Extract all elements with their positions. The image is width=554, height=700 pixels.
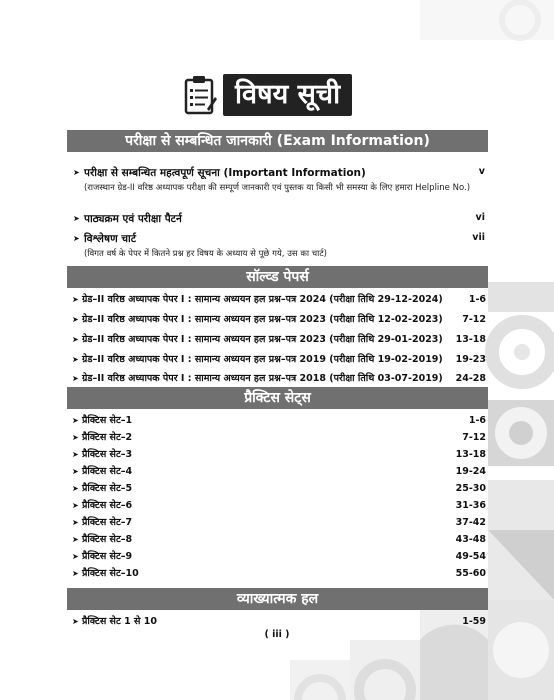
page-footer-number: ( iii ) bbox=[264, 629, 290, 640]
page-number: vi bbox=[475, 212, 485, 223]
arrow-right-icon: ➤ bbox=[72, 535, 79, 544]
arrow-right-icon: ➤ bbox=[72, 355, 79, 364]
toc-row[interactable]: ➤ ग्रेड–II वरिष्ठ अध्यापक पेपर I : सामान्य अध्ययन हल प्रश्न–पत्र 2019 (परीक्षा तिथि 19-02-2019) 19-23 bbox=[72, 354, 486, 365]
toc-row[interactable]: ➤ ग्रेड–II वरिष्ठ अध्यापक पेपर I : सामान्य अध्ययन हल प्रश्न–पत्र 2018 (परीक्षा तिथि 03-07-2019) 24-28 bbox=[72, 373, 486, 384]
toc-row[interactable]: ➤ प्रैक्टिस सेट–4 19-24 bbox=[72, 466, 486, 477]
arrow-right-icon: ➤ bbox=[72, 569, 79, 578]
page-number: 7-12 bbox=[462, 432, 486, 443]
page-number: v bbox=[478, 166, 485, 177]
arrow-right-icon: ➤ bbox=[72, 617, 79, 626]
page-number: 37-42 bbox=[455, 517, 486, 528]
toc-row[interactable]: ➤ प्रैक्टिस सेट–5 25-30 bbox=[72, 483, 486, 494]
arrow-right-icon: ➤ bbox=[72, 518, 79, 527]
section-heading-solved-papers: सॉल्व्ड पेपर्स bbox=[67, 266, 488, 288]
page-title-block bbox=[183, 72, 352, 118]
arrow-right-icon: ➤ bbox=[72, 552, 79, 561]
section-heading-exam-info: परीक्षा से सम्बन्धित जानकारी (Exam Information) bbox=[67, 130, 488, 152]
page-number: 55-60 bbox=[455, 568, 486, 579]
arrow-right-icon: ➤ bbox=[72, 315, 79, 324]
section-heading-solutions: व्याख्यात्मक हल bbox=[67, 588, 488, 610]
toc-row[interactable]: ➤ ग्रेड–II वरिष्ठ अध्यापक पेपर I : सामान्य अध्ययन हल प्रश्न–पत्र 2023 (परीक्षा तिथि 29-01-2023) 13-18 bbox=[72, 334, 486, 345]
page-number: 1-59 bbox=[462, 616, 486, 627]
arrow-right-icon: ➤ bbox=[73, 168, 80, 177]
section-heading-practice-sets: प्रैक्टिस सेट्स bbox=[67, 387, 488, 409]
toc-row[interactable]: ➤ प्रैक्टिस सेट–9 49-54 bbox=[72, 551, 486, 562]
toc-row[interactable]: ➤ ग्रेड–II वरिष्ठ अध्यापक पेपर I : सामान्य अध्ययन हल प्रश्न–पत्र 2023 (परीक्षा तिथि 12-02-2023) 7-12 bbox=[72, 314, 486, 325]
arrow-right-icon: ➤ bbox=[72, 335, 79, 344]
page-number: 1-6 bbox=[468, 415, 486, 426]
page-number: 31-36 bbox=[455, 500, 486, 511]
arrow-right-icon: ➤ bbox=[73, 234, 80, 243]
toc-entry[interactable]: ➤ विश्लेषण चार्ट (विगत वर्ष के पेपर में कितने प्रश्न हर विषय के अध्याय से पूछे गये, उस का चार्ट) vii bbox=[73, 232, 485, 259]
arrow-right-icon: ➤ bbox=[72, 450, 79, 459]
toc-row[interactable]: ➤ प्रैक्टिस सेट–8 43-48 bbox=[72, 534, 486, 545]
arrow-right-icon: ➤ bbox=[72, 433, 79, 442]
arrow-right-icon: ➤ bbox=[72, 416, 79, 425]
toc-row[interactable]: ➤ प्रैक्टिस सेट–3 13-18 bbox=[72, 449, 486, 460]
arrow-right-icon: ➤ bbox=[72, 467, 79, 476]
toc-row[interactable]: ➤ प्रैक्टिस सेट–1 1-6 bbox=[72, 415, 486, 426]
page-number: 19-24 bbox=[455, 466, 486, 477]
toc-row[interactable]: ➤ प्रैक्टिस सेट–10 55-60 bbox=[72, 568, 486, 579]
toc-entry[interactable]: ➤ परीक्षा से सम्बन्धित महत्वपूर्ण सूचना (Important Information) (राजस्थान ग्रेड-II वरिष्ठ अध्यापक परीक्षा की सम्पूर्ण जानकारी एवं पुस्तक या किसी भी समस्या के लिए हमारा Helpline No.) v bbox=[73, 166, 485, 193]
page-number: 49-54 bbox=[455, 551, 486, 562]
arrow-right-icon: ➤ bbox=[73, 214, 80, 223]
page-title: विषय सूची bbox=[223, 74, 352, 116]
toc-row[interactable]: ➤ प्रैक्टिस सेट 1 से 10 1-59 bbox=[72, 616, 486, 627]
page-number: 13-18 bbox=[455, 334, 486, 345]
toc-row[interactable]: ➤ ग्रेड–II वरिष्ठ अध्यापक पेपर I : सामान्य अध्ययन हल प्रश्न–पत्र 2024 (परीक्षा तिथि 29-12-2024) 1-6 bbox=[72, 294, 486, 305]
toc-entry[interactable]: ➤ पाठ्यक्रम एवं परीक्षा पैटर्न vi bbox=[73, 212, 485, 225]
clipboard-list-icon bbox=[183, 75, 217, 115]
page-number: 25-30 bbox=[455, 483, 486, 494]
arrow-right-icon: ➤ bbox=[72, 484, 79, 493]
toc-row[interactable]: ➤ प्रैक्टिस सेट–6 31-36 bbox=[72, 500, 486, 511]
arrow-right-icon: ➤ bbox=[72, 501, 79, 510]
page-number: 13-18 bbox=[455, 449, 486, 460]
page-number: 7-12 bbox=[462, 314, 486, 325]
page-number: vii bbox=[472, 232, 485, 243]
arrow-right-icon: ➤ bbox=[72, 374, 79, 383]
page-number: 43-48 bbox=[455, 534, 486, 545]
page-number: 19-23 bbox=[455, 354, 486, 365]
toc-row[interactable]: ➤ प्रैक्टिस सेट–2 7-12 bbox=[72, 432, 486, 443]
page-number: 24-28 bbox=[455, 373, 486, 384]
arrow-right-icon: ➤ bbox=[72, 295, 79, 304]
toc-row[interactable]: ➤ प्रैक्टिस सेट–7 37-42 bbox=[72, 517, 486, 528]
page-number: 1-6 bbox=[468, 294, 486, 305]
